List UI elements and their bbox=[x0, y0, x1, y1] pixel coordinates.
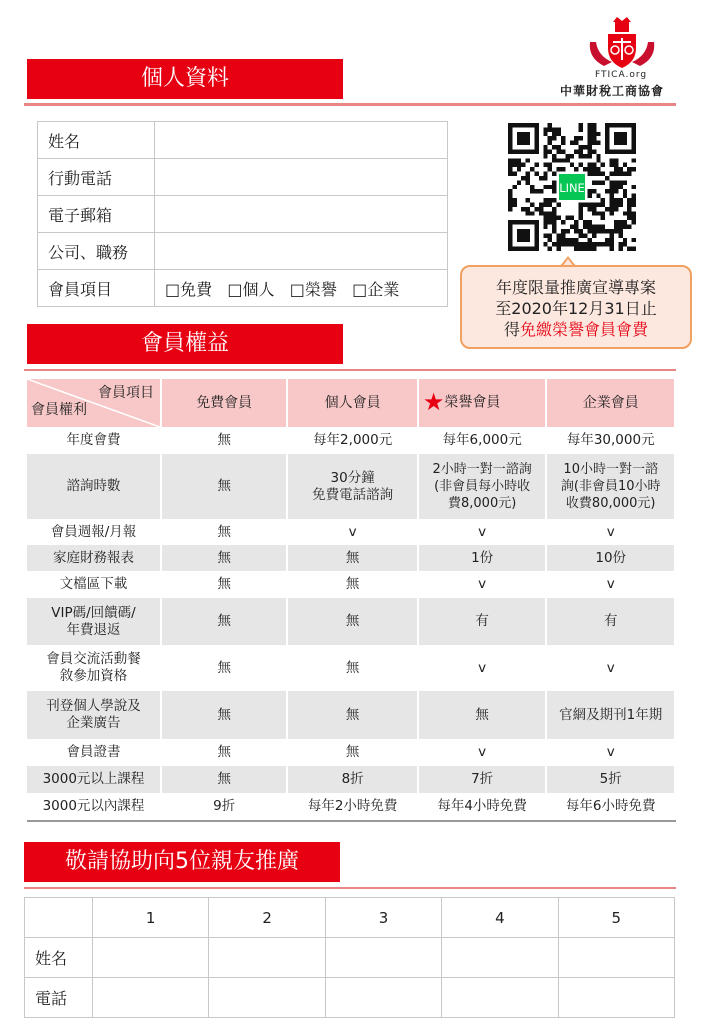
benefits-header-row bbox=[27, 379, 675, 427]
benefit-cell: 無 bbox=[287, 645, 418, 691]
benefit-cell: 有 bbox=[546, 598, 675, 645]
benefit-cell: 無 bbox=[161, 571, 287, 598]
benefit-cell: 30分鐘 免費電話諮詢 bbox=[287, 454, 418, 519]
referral-section-title: 敬請協助向5位親友推廣 bbox=[65, 849, 299, 874]
benefit-row bbox=[27, 571, 675, 598]
personal-section-title: 個人資料 bbox=[140, 66, 229, 91]
company-field[interactable] bbox=[155, 233, 448, 270]
membership-options bbox=[155, 270, 448, 307]
benefit-cell: 每年2,000元 bbox=[287, 427, 418, 454]
referral-row-label: 姓名 bbox=[25, 938, 93, 978]
referral-row-phone bbox=[25, 978, 675, 1018]
benefits-section-title: 會員權益 bbox=[140, 331, 229, 356]
referral-phone-field[interactable] bbox=[325, 978, 441, 1018]
benefit-cell: 無 bbox=[161, 645, 287, 691]
benefit-cell: 無 bbox=[287, 545, 418, 571]
referral-name-field[interactable] bbox=[93, 938, 209, 978]
benefit-cell: 7折 bbox=[418, 766, 547, 793]
benefit-cell: 無 bbox=[418, 691, 547, 739]
membership-option-free[interactable]: □免費 bbox=[165, 279, 213, 299]
benefit-cell: 無 bbox=[161, 598, 287, 645]
promo-line-2: 至2020年12月31日止 bbox=[495, 299, 657, 318]
benefit-row bbox=[27, 793, 675, 821]
info-label: 公司、職務 bbox=[38, 233, 155, 270]
info-row-email bbox=[38, 196, 448, 233]
info-label: 會員項目 bbox=[38, 270, 155, 307]
info-label: 行動電話 bbox=[38, 159, 155, 196]
header-corner-bottom: 會員權利 bbox=[31, 402, 87, 418]
benefit-row bbox=[27, 519, 675, 545]
benefit-cell: 無 bbox=[161, 545, 287, 571]
promo-line-1: 年度限量推廣宣導專案 bbox=[495, 278, 656, 297]
org-abbr: FTICA.org bbox=[595, 70, 648, 80]
info-row-phone bbox=[38, 159, 448, 196]
benefit-cell: 10小時一對一諮 詢(非會員10小時 收費80,000元) bbox=[546, 454, 675, 519]
referral-section-banner bbox=[24, 842, 340, 882]
referral-name-field[interactable] bbox=[442, 938, 558, 978]
benefit-cell: v bbox=[287, 519, 418, 545]
benefit-row bbox=[27, 598, 675, 645]
benefits-table bbox=[27, 379, 676, 822]
benefit-cell: 無 bbox=[287, 598, 418, 645]
personal-section-banner bbox=[27, 59, 343, 99]
promo-line-3 bbox=[462, 319, 690, 340]
referral-phone-field[interactable] bbox=[93, 978, 209, 1018]
phone-field[interactable] bbox=[155, 159, 448, 196]
benefit-name: VIP碼/回饋碼/ 年費退返 bbox=[27, 598, 161, 645]
benefit-cell: v bbox=[546, 519, 675, 545]
referral-phone-field[interactable] bbox=[209, 978, 325, 1018]
benefit-cell: v bbox=[546, 571, 675, 598]
benefit-name: 會員證書 bbox=[27, 739, 161, 766]
benefit-cell: 無 bbox=[161, 519, 287, 545]
referral-name-field[interactable] bbox=[209, 938, 325, 978]
benefit-cell: v bbox=[546, 645, 675, 691]
email-field[interactable] bbox=[155, 196, 448, 233]
referral-phone-field[interactable] bbox=[442, 978, 558, 1018]
logo bbox=[582, 14, 662, 74]
divider bbox=[24, 369, 676, 371]
org-name: 中華財稅工商協會 bbox=[560, 84, 665, 98]
benefit-cell: 8折 bbox=[287, 766, 418, 793]
benefit-cell: 無 bbox=[161, 454, 287, 519]
column-header-enterprise: 企業會員 bbox=[546, 379, 675, 427]
association-emblem-icon bbox=[582, 14, 662, 74]
benefit-cell: 官網及期刊1年期 bbox=[546, 691, 675, 739]
benefit-row bbox=[27, 427, 675, 454]
referral-phone-field[interactable] bbox=[558, 978, 674, 1018]
qr-code[interactable] bbox=[508, 123, 636, 251]
benefit-cell: 1份 bbox=[418, 545, 547, 571]
promo-prefix: 得 bbox=[503, 320, 520, 339]
benefit-row bbox=[27, 739, 675, 766]
benefit-name: 3000元以上課程 bbox=[27, 766, 161, 793]
benefit-name: 文檔區下載 bbox=[27, 571, 161, 598]
benefit-name: 諮詢時數 bbox=[27, 454, 161, 519]
column-header-personal: 個人會員 bbox=[287, 379, 418, 427]
benefit-cell: 每年6,000元 bbox=[418, 427, 547, 454]
benefit-cell: 無 bbox=[287, 691, 418, 739]
referral-name-field[interactable] bbox=[325, 938, 441, 978]
referral-row-name bbox=[25, 938, 675, 978]
membership-option-personal[interactable]: □個人 bbox=[227, 279, 275, 299]
svg-text:LINE: LINE bbox=[559, 180, 585, 195]
referral-col-4: 4 bbox=[442, 898, 558, 938]
benefit-cell: v bbox=[418, 519, 547, 545]
benefit-cell: 每年6小時免費 bbox=[546, 793, 675, 821]
referral-col-1: 1 bbox=[93, 898, 209, 938]
benefit-cell: 無 bbox=[161, 739, 287, 766]
benefit-cell: 無 bbox=[287, 571, 418, 598]
referral-name-field[interactable] bbox=[558, 938, 674, 978]
info-row-name bbox=[38, 122, 448, 159]
referral-corner bbox=[25, 898, 93, 938]
benefit-cell: 5折 bbox=[546, 766, 675, 793]
benefit-name: 會員週報/月報 bbox=[27, 519, 161, 545]
name-field[interactable] bbox=[155, 122, 448, 159]
benefit-name: 3000元以內課程 bbox=[27, 793, 161, 821]
promo-highlight: 免繳榮譽會員會費 bbox=[520, 320, 649, 339]
benefit-cell: v bbox=[418, 571, 547, 598]
benefit-cell: v bbox=[546, 739, 675, 766]
info-row-company bbox=[38, 233, 448, 270]
column-header-honor-label: 榮譽會員 bbox=[444, 394, 501, 411]
benefit-cell: 9折 bbox=[161, 793, 287, 821]
referral-col-2: 2 bbox=[209, 898, 325, 938]
info-label: 電子郵箱 bbox=[38, 196, 155, 233]
benefit-cell: 2小時一對一諮詢 (非會員每小時收 費8,000元) bbox=[418, 454, 547, 519]
column-header-free: 免費會員 bbox=[161, 379, 287, 427]
benefit-row bbox=[27, 691, 675, 739]
benefit-row bbox=[27, 645, 675, 691]
membership-option-honor[interactable]: □榮譽 bbox=[289, 279, 337, 299]
membership-option-enterprise[interactable]: □企業 bbox=[352, 279, 400, 299]
referral-table bbox=[24, 897, 675, 1018]
benefit-name: 年度會費 bbox=[27, 427, 161, 454]
referral-col-3: 3 bbox=[325, 898, 441, 938]
star-icon: ★ bbox=[422, 388, 445, 417]
benefit-cell: 每年2小時免費 bbox=[287, 793, 418, 821]
benefit-cell: 10份 bbox=[546, 545, 675, 571]
benefit-cell: v bbox=[418, 739, 547, 766]
divider bbox=[24, 103, 676, 106]
benefit-name: 會員交流活動餐 敘參加資格 bbox=[27, 645, 161, 691]
column-header-honor bbox=[418, 379, 547, 427]
info-row-membership bbox=[38, 270, 448, 307]
benefit-row bbox=[27, 454, 675, 519]
benefit-name: 家庭財務報表 bbox=[27, 545, 161, 571]
benefit-cell: 無 bbox=[161, 766, 287, 793]
referral-col-5: 5 bbox=[558, 898, 674, 938]
divider bbox=[24, 887, 676, 889]
benefit-cell: 每年4小時免費 bbox=[418, 793, 547, 821]
benefit-cell: 無 bbox=[287, 739, 418, 766]
benefit-name: 刊登個人學說及 企業廣告 bbox=[27, 691, 161, 739]
referral-row-label: 電話 bbox=[25, 978, 93, 1018]
benefit-cell: 無 bbox=[161, 691, 287, 739]
promo-callout bbox=[460, 265, 692, 349]
benefit-cell: v bbox=[418, 645, 547, 691]
info-label: 姓名 bbox=[38, 122, 155, 159]
referral-header-row bbox=[25, 898, 675, 938]
benefit-cell: 有 bbox=[418, 598, 547, 645]
benefits-section-banner bbox=[27, 324, 343, 364]
benefit-cell: 每年30,000元 bbox=[546, 427, 675, 454]
header-corner bbox=[27, 379, 161, 427]
benefit-row bbox=[27, 545, 675, 571]
benefit-row bbox=[27, 766, 675, 793]
benefit-cell: 無 bbox=[161, 427, 287, 454]
header-corner-top: 會員項目 bbox=[98, 385, 154, 401]
personal-info-table bbox=[37, 121, 448, 307]
